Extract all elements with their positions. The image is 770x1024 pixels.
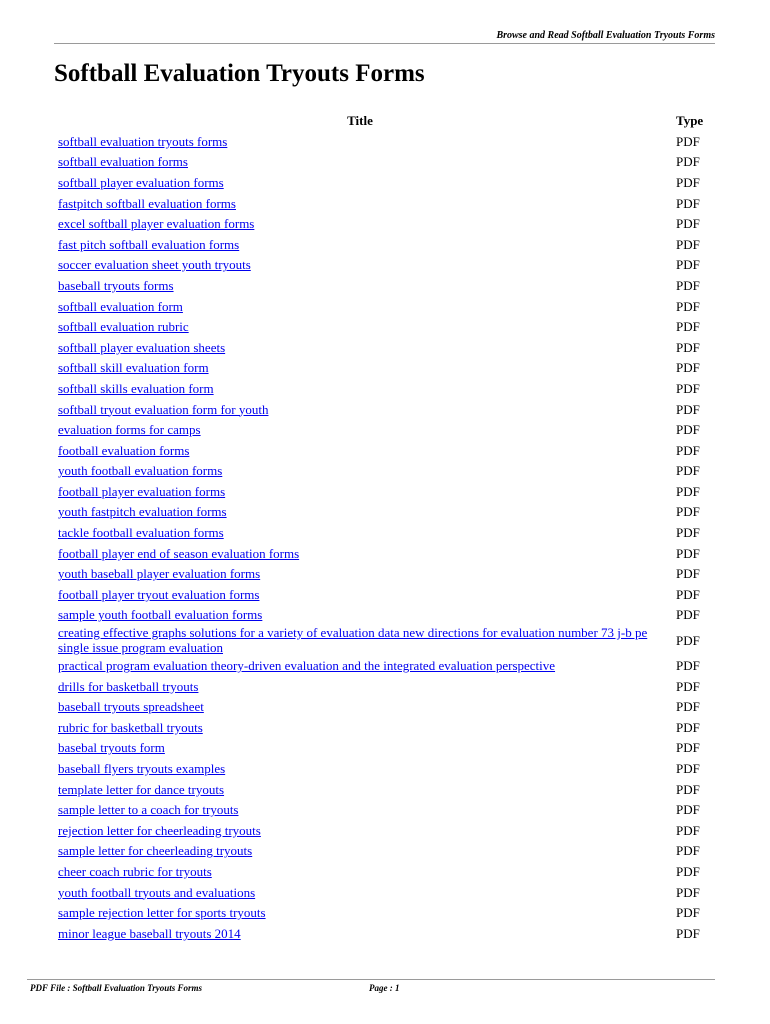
table-row (54, 337, 715, 358)
result-link[interactable]: softball player evaluation sheets (58, 339, 226, 355)
file-type-label: PDF (676, 761, 700, 777)
table-row (54, 419, 715, 440)
row-title-cell (54, 461, 674, 482)
row-title-cell (54, 625, 674, 655)
table-row (54, 799, 715, 820)
file-type-label: PDF (676, 277, 700, 293)
row-title-cell (54, 481, 674, 502)
result-link[interactable]: sample youth football evaluation forms (58, 607, 263, 623)
result-link[interactable]: softball evaluation form (58, 298, 183, 314)
row-title-cell (54, 193, 674, 214)
table-row (54, 275, 715, 296)
table-row (54, 676, 715, 697)
column-header-type: Type (676, 112, 704, 128)
footer-file-label: PDF File : Softball Evaluation Tryouts Forms (30, 983, 203, 993)
file-type-label: PDF (676, 699, 700, 715)
result-link[interactable]: fastpitch softball evaluation forms (58, 195, 236, 211)
row-title-cell (54, 655, 674, 676)
table-header-row (54, 110, 715, 131)
row-title-cell (54, 296, 674, 317)
table-row (54, 358, 715, 379)
results-table (54, 110, 715, 944)
result-link[interactable]: practical program evaluation theory-driven evaluation and the integrated evaluation perspective (58, 658, 556, 674)
table-row (54, 841, 715, 862)
table-row (54, 213, 715, 234)
running-header: Browse and Read Softball Evaluation Tryouts Forms (496, 30, 715, 41)
result-link[interactable]: youth fastpitch evaluation forms (58, 504, 227, 520)
table-row (54, 152, 715, 173)
row-title-cell (54, 799, 674, 820)
file-type-label: PDF (676, 380, 700, 396)
file-type-label: PDF (676, 781, 700, 797)
table-row (54, 193, 715, 214)
row-title-cell (54, 696, 674, 717)
result-link[interactable]: softball tryout evaluation form for youth (58, 401, 269, 417)
table-row (54, 234, 715, 255)
result-link[interactable]: baseball flyers tryouts examples (58, 761, 226, 777)
table-row (54, 605, 715, 626)
result-link[interactable]: evaluation forms for camps (58, 422, 201, 438)
table-row (54, 923, 715, 944)
page-title: Softball Evaluation Tryouts Forms (54, 60, 425, 87)
file-type-label: PDF (676, 422, 700, 438)
column-header-title: Title (347, 112, 373, 128)
row-title-cell (54, 563, 674, 584)
file-type-label: PDF (676, 133, 700, 149)
table-row (54, 481, 715, 502)
table-row (54, 717, 715, 738)
file-type-label: PDF (676, 483, 700, 499)
file-type-label: PDF (676, 442, 700, 458)
table-row (54, 563, 715, 584)
row-title-cell (54, 605, 674, 626)
table-row (54, 584, 715, 605)
result-link[interactable]: basebal tryouts form (58, 740, 165, 756)
row-title-cell (54, 502, 674, 523)
row-title-cell (54, 522, 674, 543)
footer-page-number: Page : 1 (369, 983, 400, 993)
table-row (54, 172, 715, 193)
row-title-cell (54, 758, 674, 779)
result-link[interactable]: tackle football evaluation forms (58, 525, 224, 541)
table-row (54, 255, 715, 276)
table-row (54, 902, 715, 923)
row-title-cell (54, 584, 674, 605)
file-type-label: PDF (676, 632, 700, 648)
file-type-label: PDF (676, 802, 700, 818)
file-type-label: PDF (676, 525, 700, 541)
table-row (54, 655, 715, 676)
file-type-label: PDF (676, 843, 700, 859)
result-link[interactable]: baseball tryouts forms (58, 277, 174, 293)
row-title-cell (54, 378, 674, 399)
result-link[interactable]: rubric for basketball tryouts (58, 719, 203, 735)
row-title-cell (54, 841, 674, 862)
file-type-label: PDF (676, 905, 700, 921)
result-link[interactable]: excel softball player evaluation forms (58, 216, 255, 232)
file-type-label: PDF (676, 822, 700, 838)
row-title-cell (54, 419, 674, 440)
file-type-label: PDF (676, 154, 700, 170)
result-link[interactable]: softball skills evaluation form (58, 380, 214, 396)
result-link[interactable]: youth football evaluation forms (58, 463, 223, 479)
result-link[interactable]: cheer coach rubric for tryouts (58, 863, 212, 879)
file-type-label: PDF (676, 319, 700, 335)
table-row (54, 296, 715, 317)
file-type-label: PDF (676, 360, 700, 376)
row-title-cell (54, 358, 674, 379)
table-row (54, 543, 715, 564)
file-type-label: PDF (676, 658, 700, 674)
table-row (54, 779, 715, 800)
row-title-cell (54, 337, 674, 358)
result-link[interactable]: sample letter to a coach for tryouts (58, 802, 239, 818)
result-link[interactable]: drills for basketball tryouts (58, 678, 199, 694)
row-title-cell (54, 152, 674, 173)
file-type-label: PDF (676, 678, 700, 694)
table-row (54, 522, 715, 543)
row-title-cell (54, 902, 674, 923)
file-type-label: PDF (676, 216, 700, 232)
row-title-cell (54, 820, 674, 841)
result-link[interactable]: youth baseball player evaluation forms (58, 566, 261, 582)
row-title-cell (54, 234, 674, 255)
file-type-label: PDF (676, 298, 700, 314)
table-row (54, 440, 715, 461)
table-row (54, 738, 715, 759)
row-title-cell (54, 717, 674, 738)
file-type-label: PDF (676, 257, 700, 273)
table-row (54, 882, 715, 903)
row-title-cell (54, 738, 674, 759)
result-link[interactable]: fast pitch softball evaluation forms (58, 236, 240, 252)
result-link[interactable]: sample rejection letter for sports tryouts (58, 905, 266, 921)
table-row (54, 131, 715, 152)
file-type-label: PDF (676, 863, 700, 879)
file-type-label: PDF (676, 236, 700, 252)
file-type-label: PDF (676, 884, 700, 900)
row-title-cell (54, 275, 674, 296)
file-type-label: PDF (676, 607, 700, 623)
file-type-label: PDF (676, 566, 700, 582)
result-link[interactable]: template letter for dance tryouts (58, 781, 225, 797)
result-link[interactable]: football evaluation forms (58, 442, 190, 458)
file-type-label: PDF (676, 401, 700, 417)
result-link[interactable]: softball evaluation tryouts forms (58, 133, 228, 149)
row-title-cell (54, 316, 674, 337)
result-link[interactable]: softball evaluation forms (58, 154, 188, 170)
table-row (54, 625, 715, 655)
table-row (54, 502, 715, 523)
result-link[interactable]: football player tryout evaluation forms (58, 586, 260, 602)
result-link[interactable]: sample letter for cheerleading tryouts (58, 843, 253, 859)
row-title-cell (54, 861, 674, 882)
results-body (54, 131, 715, 944)
row-title-cell (54, 255, 674, 276)
table-row (54, 758, 715, 779)
file-type-label: PDF (676, 504, 700, 520)
header-divider (54, 43, 715, 44)
table-row (54, 461, 715, 482)
result-link[interactable]: softball skill evaluation form (58, 360, 209, 376)
file-type-label: PDF (676, 719, 700, 735)
file-type-label: PDF (676, 545, 700, 561)
row-title-cell (54, 923, 674, 944)
file-type-label: PDF (676, 174, 700, 190)
row-title-cell (54, 543, 674, 564)
result-link[interactable]: creating effective graphs solutions for a variety of evaluation data new directions for evaluation number 73 j-b pe single issue program evaluation (58, 625, 648, 656)
result-link[interactable]: softball player evaluation forms (58, 174, 224, 190)
result-link[interactable]: football player end of season evaluation forms (58, 545, 300, 561)
result-link[interactable]: minor league baseball tryouts 2014 (58, 925, 241, 941)
table-row (54, 378, 715, 399)
table-row (54, 820, 715, 841)
row-title-cell (54, 882, 674, 903)
row-title-cell (54, 131, 674, 152)
row-title-cell (54, 676, 674, 697)
table-row (54, 696, 715, 717)
file-type-label: PDF (676, 740, 700, 756)
row-title-cell (54, 440, 674, 461)
file-type-label: PDF (676, 463, 700, 479)
result-link[interactable]: youth football tryouts and evaluations (58, 884, 256, 900)
file-type-label: PDF (676, 925, 700, 941)
result-link[interactable]: football player evaluation forms (58, 483, 226, 499)
row-title-cell (54, 399, 674, 420)
result-link[interactable]: soccer evaluation sheet youth tryouts (58, 257, 251, 273)
result-link[interactable]: baseball tryouts spreadsheet (58, 699, 204, 715)
row-title-cell (54, 172, 674, 193)
table-row (54, 399, 715, 420)
row-title-cell (54, 779, 674, 800)
table-row (54, 861, 715, 882)
file-type-label: PDF (676, 195, 700, 211)
footer-divider (27, 979, 715, 980)
file-type-label: PDF (676, 586, 700, 602)
result-link[interactable]: rejection letter for cheerleading tryouts (58, 822, 261, 838)
row-title-cell (54, 213, 674, 234)
table-row (54, 316, 715, 337)
result-link[interactable]: softball evaluation rubric (58, 319, 189, 335)
file-type-label: PDF (676, 339, 700, 355)
